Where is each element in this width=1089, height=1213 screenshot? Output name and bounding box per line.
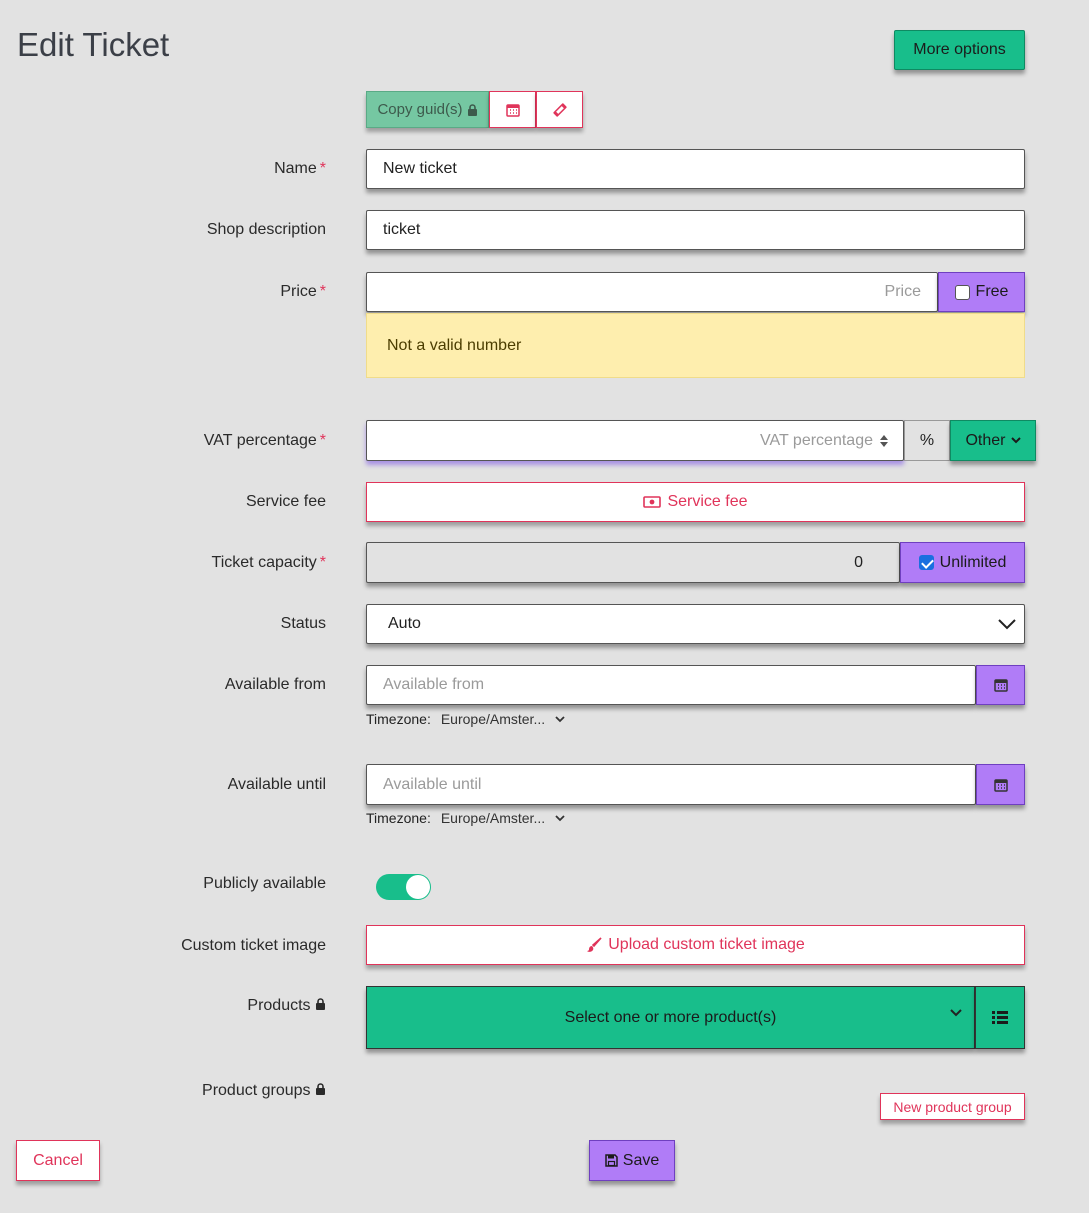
available-until-label: Available until — [227, 776, 326, 793]
available-from-calendar-button[interactable] — [976, 665, 1025, 705]
more-options-button[interactable]: More options — [894, 30, 1025, 70]
timezone-value[interactable]: Europe/Amster... — [440, 810, 546, 826]
calendar-icon — [994, 778, 1008, 792]
product-groups-label: Product groups — [202, 1082, 326, 1100]
free-label: Free — [975, 283, 1009, 300]
chevron-down-icon — [555, 716, 565, 723]
vat-input[interactable]: VAT percentage — [366, 420, 904, 461]
copy-guid-label: Copy guid(s) — [377, 101, 463, 118]
available-from-input[interactable]: Available from — [366, 665, 976, 705]
tickets-button[interactable] — [536, 91, 583, 128]
price-label: Price * — [280, 283, 326, 300]
timezone-label: Timezone: — [366, 810, 431, 826]
ticket-icon — [552, 102, 568, 118]
save-button[interactable]: Save — [589, 1140, 675, 1181]
unlimited-checkbox[interactable] — [919, 555, 934, 570]
available-from-timezone[interactable] — [366, 711, 565, 727]
lock-icon — [467, 104, 478, 116]
lock-icon — [315, 998, 326, 1010]
available-until-input[interactable]: Available until — [366, 764, 976, 805]
unlimited-label: Unlimited — [939, 553, 1007, 571]
status-label: Status — [280, 615, 326, 632]
available-from-label: Available from — [224, 676, 326, 693]
custom-image-label: Custom ticket image — [181, 937, 326, 954]
price-error-message: Not a valid number — [366, 313, 1025, 378]
name-label: Name * — [274, 160, 326, 177]
products-label: Products — [247, 997, 326, 1015]
cancel-button[interactable]: Cancel — [16, 1140, 100, 1181]
copy-guid-button[interactable] — [366, 91, 489, 128]
lock-icon — [315, 1083, 326, 1095]
products-list-button[interactable] — [975, 986, 1025, 1049]
percent-unit: % — [904, 420, 950, 461]
page-title: Edit Ticket — [17, 26, 170, 63]
stepper-icon[interactable] — [879, 434, 889, 448]
calendar-icon — [994, 678, 1008, 692]
ticket-actions-group — [366, 91, 583, 128]
service-fee-label: Service fee — [245, 493, 326, 510]
timezone-value[interactable]: Europe/Amster... — [440, 711, 546, 727]
toggle-knob — [406, 875, 430, 899]
chevron-down-icon — [1011, 437, 1021, 444]
capacity-input[interactable]: 0 — [366, 542, 900, 583]
status-select[interactable]: Auto — [366, 604, 1025, 644]
service-fee-button[interactable]: Service fee — [366, 482, 1025, 522]
paint-brush-icon — [586, 937, 602, 953]
calendar-button[interactable] — [489, 91, 536, 128]
name-input[interactable]: New ticket — [366, 149, 1025, 189]
free-toggle[interactable] — [938, 272, 1025, 312]
unlimited-toggle[interactable] — [900, 542, 1025, 583]
available-until-timezone[interactable] — [366, 810, 565, 826]
money-bill-icon — [643, 496, 661, 508]
vat-label: VAT percentage * — [203, 432, 326, 449]
vat-other-dropdown[interactable]: Other — [950, 420, 1036, 461]
chevron-down-icon — [555, 815, 565, 822]
available-until-calendar-button[interactable] — [976, 764, 1025, 805]
publicly-available-toggle[interactable] — [376, 874, 431, 900]
capacity-label: Ticket capacity * — [211, 554, 326, 571]
free-checkbox[interactable] — [955, 285, 970, 300]
products-select[interactable]: Select one or more product(s) — [366, 986, 975, 1049]
new-product-group-button[interactable]: New product group — [880, 1093, 1025, 1120]
calendar-icon — [506, 103, 520, 117]
price-input[interactable]: Price — [366, 272, 938, 312]
shop-description-input[interactable]: ticket — [366, 210, 1025, 250]
chevron-down-icon — [950, 1009, 962, 1017]
shop-description-label: Shop description — [206, 221, 326, 238]
publicly-available-label: Publicly available — [203, 875, 326, 892]
list-icon — [992, 1011, 1008, 1024]
timezone-label: Timezone: — [366, 711, 431, 727]
chevron-down-icon — [998, 619, 1016, 630]
save-icon — [605, 1154, 618, 1167]
upload-custom-image-button[interactable]: Upload custom ticket image — [366, 925, 1025, 965]
